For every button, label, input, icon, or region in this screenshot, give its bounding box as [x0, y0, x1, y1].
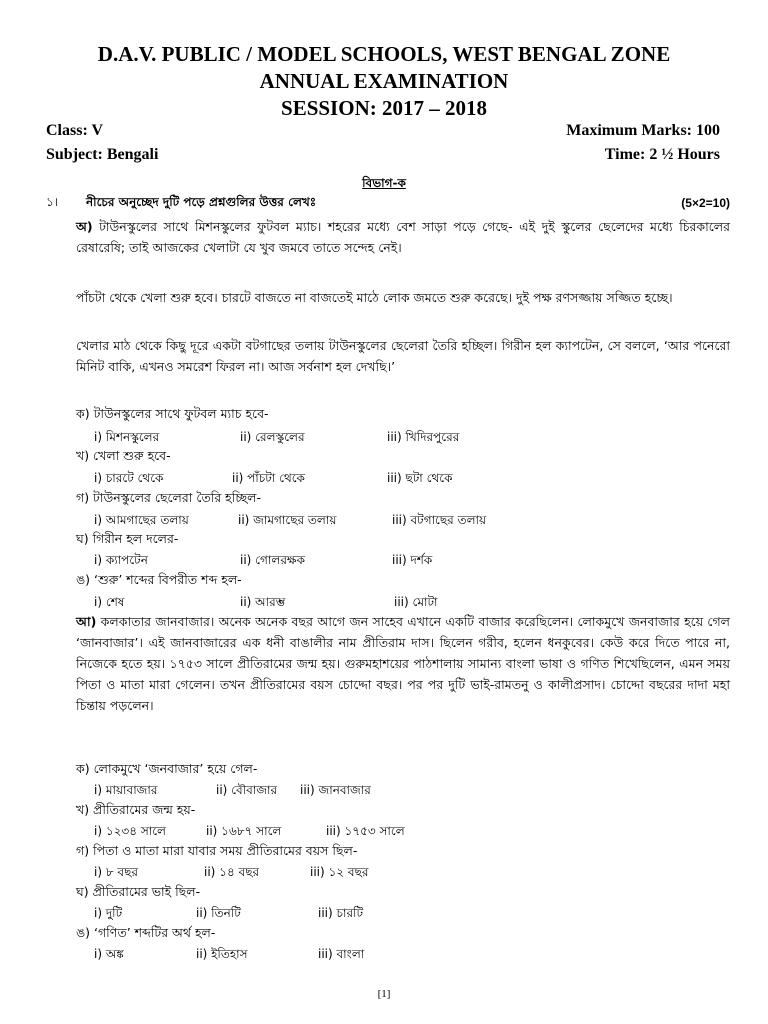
option: i) দুটি — [94, 906, 123, 920]
question-title: নীচের অনুচ্ছেদ দুটি পড়ে প্রশ্নগুলির উত্তর লেখঃ — [86, 195, 317, 209]
time-label: Time: 2 ½ Hours — [604, 146, 720, 163]
question-a-5: ঙ) ‘শুরু’ শব্দের বিপরীত শব্দ হল- — [76, 572, 242, 587]
option: i) মায়াবাজার — [94, 783, 158, 797]
question-a-1: ক) টাউনস্কুলের সাথে ফুটবল ম্যাচ হবে- — [76, 406, 269, 421]
passage-b-label: আ) — [76, 614, 97, 629]
option: ii) বৌবাজার — [216, 783, 278, 797]
option: ii) পাঁচটা থেকে — [232, 471, 305, 485]
option: iii) মোটা — [394, 595, 438, 609]
question-b-3: গ) পিতা ও মাতা মারা যাবার সময় প্রীতিরামের বয়স ছিল- — [76, 843, 358, 858]
question-number: ১। — [46, 195, 59, 209]
session-title: SESSION: 2017 – 2018 — [281, 96, 487, 120]
option: i) আমগাছের তলায় — [94, 513, 189, 527]
option: ii) জামগাছের তলায় — [238, 513, 337, 527]
question-b-5: ঙ) ‘গণিত’ শব্দটির অর্থ হল- — [76, 925, 216, 940]
option: iii) খিদিরপুরের — [387, 430, 460, 444]
option: i) অঙ্ক — [94, 947, 124, 961]
question-marks: (5×2=10) — [681, 196, 730, 210]
option: ii) ১৪ বছর — [204, 865, 260, 879]
passage-a-label: অ) — [76, 219, 93, 234]
page-number: [1] — [377, 988, 391, 1000]
subject-label: Subject: Bengali — [46, 146, 159, 163]
option: iii) ১২ বছর — [310, 865, 369, 879]
passage-a-para-3: খেলার মাঠ থেকে কিছু দূরে একটা বটগাছের তলায় টাউনস্কুলের ছেলেরা তৈরি হচ্ছিল। গিরীন হল ক্যাপটেন, সে বললে, ‘আর পনেরো মিনিট বাকি, এখনও সমরেশ ফিরল না। আজ সর্বনাশ হল দেখছি।’ — [76, 338, 730, 374]
option: iii) বাংলা — [318, 947, 365, 961]
passage-a-para-1: অ) টাউনস্কুলের সাথে মিশনস্কুলের ফুটবল ম্যাচ। শহরের মধ্যে বেশ সাড়া পড়ে গেছে- এই দুই স্কুলের ছেলেদের মধ্যে চিরকালের রেষারেষি; তাই আজকের খেলাটা যে খুব জমবে তাতে সন্দেহ নেই। — [76, 219, 730, 255]
question-a-3: গ) টাউনস্কুলের ছেলেরা তৈরি হচ্ছিল- — [76, 490, 261, 505]
option: iii) জানবাজার — [300, 783, 371, 797]
option: iii) ছটা থেকে — [387, 471, 453, 485]
option: i) চারটে থেকে — [94, 471, 164, 485]
exam-title: ANNUAL EXAMINATION — [259, 69, 509, 93]
option: ii) গোলরক্ষক — [240, 553, 306, 567]
option: iii) ১৭৫৩ সালে — [326, 824, 405, 838]
option: iii) বটগাছের তলায় — [392, 513, 487, 527]
option: iii) চারটি — [318, 906, 364, 920]
option: ii) রেলস্কুলের — [240, 430, 305, 444]
school-title: D.A.V. PUBLIC / MODEL SCHOOLS, WEST BENGAL ZONE — [97, 42, 671, 66]
option: i) মিশনস্কুলের — [94, 430, 160, 444]
option: ii) ইতিহাস — [196, 947, 248, 961]
option: ii) তিনটি — [196, 906, 241, 920]
option: i) ১২৩৪ সালে — [94, 824, 166, 838]
passage-b-para: আ) কলকাতার জানবাজার। অনেক অনেক বছর আগে জন সাহেব এখানে একটি বাজার করেছিলেন। লোকমুখে জনবাজার হয়ে গেল ‘জানবাজার’। এই জানবাজারের এক ধনী বাঙালীর নাম প্রীতিরাম দাস। ছিলেন গরীব, হলেন ধনকুবের। কেউ করে দিতে পারে না, নিজেকে হতে হয়। ১৭৫৩ সালে প্রীতিরামের জন্ম হয়। গুরুমহাশয়ের পাঠশালায় সামান্য বাংলা ভাষা ও গণিত শিখেছিলেন, এমন সময় পিতা ও মাতা মারা গেলেন। তখন প্রীতিরামের বয়স চোদ্দো বছর। পর পর দুটি ভাই-রামতনু ও কালীপ্রসাদ। চোদ্দো বছরের দাদা মহা চিন্তায় পড়লেন। — [76, 614, 730, 713]
question-b-2: খ) প্রীতিরামের জন্ম হয়- — [76, 802, 196, 817]
option: iii) দর্শক — [392, 553, 433, 567]
section-heading: বিভাগ-ক — [362, 176, 406, 190]
option: ii) আরম্ভ — [240, 595, 286, 609]
question-b-4: ঘ) প্রীতিরামের ভাই ছিল- — [76, 884, 201, 899]
option: i) শেষ — [94, 595, 125, 609]
question-b-1: ক) লোকমুখে ‘জনবাজার’ হয়ে গেল- — [76, 761, 258, 776]
max-marks-label: Maximum Marks: 100 — [566, 122, 720, 139]
class-label: Class: V — [46, 122, 104, 139]
option: i) ক্যাপটেন — [94, 553, 148, 567]
option: i) ৮ বছর — [94, 865, 138, 879]
option: ii) ১৬৮৭ সালে — [206, 824, 282, 838]
passage-a-para-2: পাঁচটা থেকে খেলা শুরু হবে। চারটে বাজতে না বাজতেই মাঠে লোক জমতে শুরু করেছে। দুই পক্ষ রণসজ্জায় সজ্জিত হচ্ছে। — [76, 290, 673, 305]
question-a-2: খ) খেলা শুরু হবে- — [76, 448, 171, 463]
question-a-4: ঘ) গিরীন হল দলের- — [76, 531, 179, 546]
